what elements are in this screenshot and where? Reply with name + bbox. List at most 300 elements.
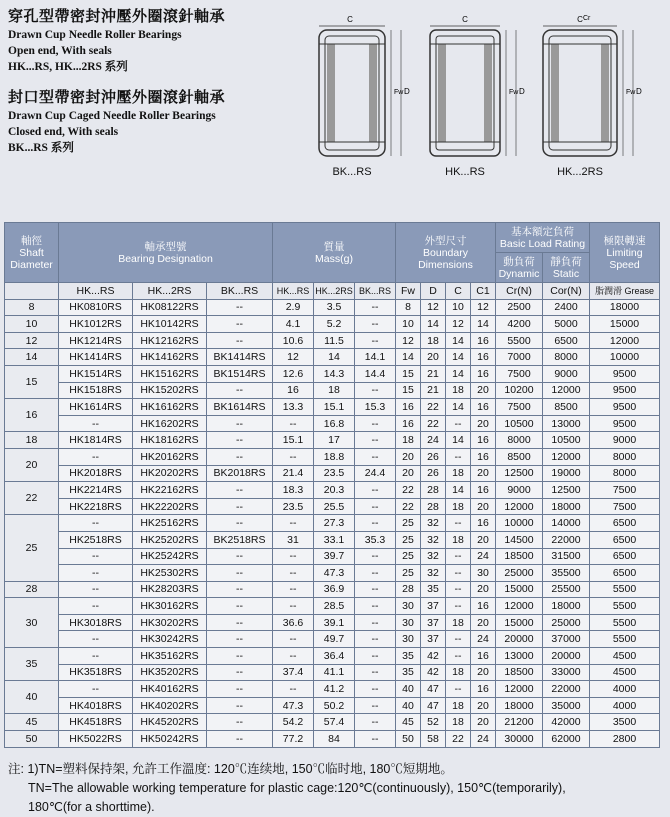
cell-m3: -- <box>355 565 396 582</box>
cell-m2: 36.9 <box>314 581 355 598</box>
cell-hk: HK2018RS <box>59 465 133 482</box>
cell-hk2: HK25242RS <box>133 548 207 565</box>
cell-m3: -- <box>355 498 396 515</box>
cell-m3: 24.4 <box>355 465 396 482</box>
open-type-title-en: Drawn Cup Needle Roller Bearings <box>8 29 182 41</box>
c-dim-label: C <box>347 15 353 24</box>
cell-m3: -- <box>355 648 396 665</box>
cell-cor: 22000 <box>543 531 590 548</box>
cell-cor: 12000 <box>543 382 590 399</box>
cell-cr: 30000 <box>496 731 543 748</box>
cell-d: 42 <box>421 664 446 681</box>
cell-speed: 5500 <box>590 581 660 598</box>
shaft-diameter-cell: 8 <box>5 299 59 316</box>
bearing-table <box>4 222 660 748</box>
cell-speed: 7500 <box>590 482 660 499</box>
cell-d: 58 <box>421 731 446 748</box>
cell-c: -- <box>446 415 471 432</box>
cell-m2: 39.1 <box>314 614 355 631</box>
cell-d: 32 <box>421 548 446 565</box>
cell-m1: -- <box>273 515 314 532</box>
shaft-diameter-cell: 22 <box>5 482 59 515</box>
cell-bk: -- <box>207 664 273 681</box>
cell-m3: 14.1 <box>355 349 396 366</box>
cell-bk: BK1614RS <box>207 399 273 416</box>
cell-fw: 18 <box>396 432 421 449</box>
cell-d: 37 <box>421 631 446 648</box>
cell-speed: 5500 <box>590 631 660 648</box>
cell-d: 37 <box>421 598 446 615</box>
cell-m1: 37.4 <box>273 664 314 681</box>
cell-hk: -- <box>59 631 133 648</box>
cell-c: -- <box>446 548 471 565</box>
hk-2rs-diagram <box>535 8 645 168</box>
cell-hk2: HK20202RS <box>133 465 207 482</box>
cell-c: -- <box>446 515 471 532</box>
note-line-cn: 注: 1)TN=塑料保持架, 允許工作溫度: 120℃连续地, 150℃临时地, 180℃短期地。 <box>8 762 453 776</box>
cell-hk2: HK35162RS <box>133 648 207 665</box>
cell-hk: HK4518RS <box>59 714 133 731</box>
cell-hk2: HK50242RS <box>133 731 207 748</box>
cell-bk: BK2518RS <box>207 531 273 548</box>
shaft-diameter-cell: 18 <box>5 432 59 449</box>
cell-fw: 16 <box>396 399 421 416</box>
cell-hk: -- <box>59 515 133 532</box>
col-d: D <box>421 283 446 300</box>
cell-hk2: HK16202RS <box>133 415 207 432</box>
cr-dim-label: Cr <box>583 15 591 22</box>
table-row <box>5 482 660 499</box>
table-row <box>5 631 660 648</box>
cell-cr: 21200 <box>496 714 543 731</box>
cell-speed: 8000 <box>590 465 660 482</box>
cell-hk2: HK15202RS <box>133 382 207 399</box>
note-line-en: TN=The allowable working temperature for plastic cage:120℃(continuously), 150℃(temporarily), <box>28 781 566 795</box>
closed-type-title-cn: 封口型帶密封沖壓外圈滾針軸承 <box>8 90 226 106</box>
col-c1: C1 <box>471 283 496 300</box>
cell-c: -- <box>446 565 471 582</box>
cell-c: 14 <box>446 349 471 366</box>
cell-speed: 12000 <box>590 332 660 349</box>
cell-fw: 50 <box>396 731 421 748</box>
cell-c: 18 <box>446 714 471 731</box>
cell-d: 21 <box>421 382 446 399</box>
cell-c: 14 <box>446 482 471 499</box>
cell-hk: HK1814RS <box>59 432 133 449</box>
cell-m2: 50.2 <box>314 697 355 714</box>
cell-hk2: HK40202RS <box>133 697 207 714</box>
fw-dim-label: Fw <box>394 89 404 96</box>
cell-cor: 25000 <box>543 614 590 631</box>
open-type-subtitle-en: Open end, With seals <box>8 45 112 57</box>
cell-cr: 25000 <box>496 565 543 582</box>
cell-c: -- <box>446 648 471 665</box>
shaft-diameter-cell: 14 <box>5 349 59 366</box>
cell-speed: 18000 <box>590 299 660 316</box>
cell-m2: 17 <box>314 432 355 449</box>
cell-m3: -- <box>355 299 396 316</box>
cell-cor: 14000 <box>543 515 590 532</box>
title-block <box>8 8 308 156</box>
col-cor: Cor(N) <box>543 283 590 300</box>
c-dim-label: C <box>577 15 583 24</box>
cell-hk: HK2518RS <box>59 531 133 548</box>
col-fw: Fw <box>396 283 421 300</box>
cell-m1: 36.6 <box>273 614 314 631</box>
static-header: 靜負荷 Static <box>543 253 590 283</box>
cell-bk: -- <box>207 565 273 582</box>
shaft-diameter-cell: 40 <box>5 681 59 714</box>
cell-fw: 25 <box>396 531 421 548</box>
cell-d: 47 <box>421 681 446 698</box>
cell-speed: 10000 <box>590 349 660 366</box>
cell-c1: 24 <box>471 731 496 748</box>
cell-d: 28 <box>421 482 446 499</box>
shaft-diameter-cell: 15 <box>5 365 59 398</box>
cell-m3: 35.3 <box>355 531 396 548</box>
cell-c1: 20 <box>471 581 496 598</box>
cell-m2: 41.2 <box>314 681 355 698</box>
cell-cr: 7500 <box>496 365 543 382</box>
table-row <box>5 498 660 515</box>
cell-m1: 18.3 <box>273 482 314 499</box>
cell-fw: 30 <box>396 598 421 615</box>
note-line-en-cont: 180℃(for a shorttime). <box>28 800 155 814</box>
cell-d: 21 <box>421 365 446 382</box>
cell-speed: 9500 <box>590 382 660 399</box>
cell-hk2: HK25162RS <box>133 515 207 532</box>
table-row <box>5 598 660 615</box>
cell-cr: 12000 <box>496 498 543 515</box>
cell-bk: -- <box>207 332 273 349</box>
col-hk-rs: HK...RS <box>59 283 133 300</box>
cell-bk: -- <box>207 482 273 499</box>
table-row <box>5 581 660 598</box>
cell-m1: -- <box>273 415 314 432</box>
cell-m1: 47.3 <box>273 697 314 714</box>
cell-m3: -- <box>355 614 396 631</box>
dynamic-header: 動負荷 Dynamic <box>496 253 543 283</box>
col-mass-hk-rs: HK...RS <box>273 283 314 300</box>
cell-fw: 14 <box>396 349 421 366</box>
cell-hk: -- <box>59 648 133 665</box>
cell-hk2: HK40162RS <box>133 681 207 698</box>
cell-m3: -- <box>355 631 396 648</box>
cell-c1: 16 <box>471 648 496 665</box>
cell-hk: HK4018RS <box>59 697 133 714</box>
cell-m2: 41.1 <box>314 664 355 681</box>
speed-header: 極限轉速 Limiting Speed <box>590 223 660 283</box>
cell-hk2: HK15162RS <box>133 365 207 382</box>
cell-c: 14 <box>446 399 471 416</box>
cell-speed: 2800 <box>590 731 660 748</box>
cell-fw: 35 <box>396 648 421 665</box>
bk-rs-diagram <box>305 8 415 168</box>
col-c: C <box>446 283 471 300</box>
cell-fw: 30 <box>396 614 421 631</box>
cell-m1: -- <box>273 565 314 582</box>
cell-m2: 84 <box>314 731 355 748</box>
table-row <box>5 415 660 432</box>
shaft-diameter-cell: 10 <box>5 316 59 333</box>
cell-m1: 2.9 <box>273 299 314 316</box>
shaft-diameter-cell: 30 <box>5 598 59 648</box>
table-row <box>5 382 660 399</box>
cell-cr: 8500 <box>496 448 543 465</box>
cell-cor: 13000 <box>543 415 590 432</box>
cell-hk2: HK18162RS <box>133 432 207 449</box>
cell-cor: 6500 <box>543 332 590 349</box>
cell-speed: 15000 <box>590 316 660 333</box>
cell-c1: 20 <box>471 614 496 631</box>
cell-bk: -- <box>207 581 273 598</box>
cell-speed: 6500 <box>590 515 660 532</box>
cell-c1: 20 <box>471 465 496 482</box>
cell-cor: 35500 <box>543 565 590 582</box>
col-hk-2rs: HK...2RS <box>133 283 207 300</box>
cell-hk: HK2218RS <box>59 498 133 515</box>
table-row <box>5 664 660 681</box>
cell-hk2: HK25302RS <box>133 565 207 582</box>
cell-cor: 62000 <box>543 731 590 748</box>
cell-m3: -- <box>355 598 396 615</box>
table-row <box>5 714 660 731</box>
cell-bk: -- <box>207 432 273 449</box>
cell-fw: 30 <box>396 631 421 648</box>
cell-hk: HK1518RS <box>59 382 133 399</box>
table-row <box>5 548 660 565</box>
cell-cor: 35000 <box>543 697 590 714</box>
cell-cr: 2500 <box>496 299 543 316</box>
cell-speed: 4500 <box>590 648 660 665</box>
cell-bk: -- <box>207 415 273 432</box>
cell-cr: 12000 <box>496 681 543 698</box>
cell-speed: 5500 <box>590 598 660 615</box>
cell-hk2: HK14162RS <box>133 349 207 366</box>
col-mass-hk-2rs: HK...2RS <box>314 283 355 300</box>
cell-c1: 16 <box>471 332 496 349</box>
cell-m1: -- <box>273 448 314 465</box>
cell-c: 18 <box>446 697 471 714</box>
cell-c: -- <box>446 448 471 465</box>
cell-fw: 10 <box>396 316 421 333</box>
shaft-diameter-cell: 12 <box>5 332 59 349</box>
cell-c1: 20 <box>471 714 496 731</box>
cell-c1: 16 <box>471 432 496 449</box>
cell-hk: -- <box>59 415 133 432</box>
cell-c1: 16 <box>471 349 496 366</box>
cell-hk2: HK08122RS <box>133 299 207 316</box>
cell-m1: 12 <box>273 349 314 366</box>
cell-m3: -- <box>355 332 396 349</box>
notes <box>8 760 668 817</box>
cell-c1: 20 <box>471 382 496 399</box>
cell-hk2: HK22202RS <box>133 498 207 515</box>
dimensions-header: 外型尺寸 Boundary Dimensions <box>396 223 496 283</box>
cell-m3: -- <box>355 548 396 565</box>
cell-c1: 20 <box>471 531 496 548</box>
cell-m1: 77.2 <box>273 731 314 748</box>
cell-bk: -- <box>207 515 273 532</box>
cell-cr: 10000 <box>496 515 543 532</box>
cell-cr: 12000 <box>496 598 543 615</box>
cell-bk: -- <box>207 299 273 316</box>
cell-speed: 7500 <box>590 498 660 515</box>
cell-cr: 18000 <box>496 697 543 714</box>
cell-c1: 20 <box>471 664 496 681</box>
cell-d: 22 <box>421 399 446 416</box>
cell-m1: -- <box>273 631 314 648</box>
cell-speed: 9500 <box>590 415 660 432</box>
cell-cr: 4200 <box>496 316 543 333</box>
cell-bk: BK2018RS <box>207 465 273 482</box>
cell-fw: 20 <box>396 465 421 482</box>
cell-fw: 22 <box>396 498 421 515</box>
hk-2rs-caption: HK...2RS <box>557 166 603 178</box>
cell-cr: 13000 <box>496 648 543 665</box>
cell-fw: 45 <box>396 714 421 731</box>
cell-d: 37 <box>421 614 446 631</box>
cell-bk: -- <box>207 681 273 698</box>
cell-cor: 5000 <box>543 316 590 333</box>
cell-bk: BK1514RS <box>207 365 273 382</box>
cell-m3: -- <box>355 316 396 333</box>
cell-m1: 15.1 <box>273 432 314 449</box>
cell-m3: -- <box>355 432 396 449</box>
cell-m1: 10.6 <box>273 332 314 349</box>
cell-c: 18 <box>446 531 471 548</box>
cell-cr: 5500 <box>496 332 543 349</box>
open-type-title-cn: 穿孔型帶密封沖壓外圈滾針軸承 <box>8 9 226 25</box>
cell-m1: 12.6 <box>273 365 314 382</box>
cell-m2: 20.3 <box>314 482 355 499</box>
cell-m1: -- <box>273 648 314 665</box>
cell-m2: 39.7 <box>314 548 355 565</box>
cell-d: 14 <box>421 316 446 333</box>
cell-cor: 9000 <box>543 365 590 382</box>
cell-hk: HK0810RS <box>59 299 133 316</box>
shaft-diameter-cell: 28 <box>5 581 59 598</box>
cell-m3: -- <box>355 731 396 748</box>
cell-m3: 15.3 <box>355 399 396 416</box>
cell-cr: 18500 <box>496 664 543 681</box>
cell-bk: -- <box>207 697 273 714</box>
shaft-diameter-cell: 50 <box>5 731 59 748</box>
cell-d: 22 <box>421 415 446 432</box>
cell-bk: -- <box>207 548 273 565</box>
cell-d: 35 <box>421 581 446 598</box>
cell-d: 32 <box>421 531 446 548</box>
cell-bk: -- <box>207 498 273 515</box>
open-type-series: HK...RS, HK...2RS 系列 <box>8 61 128 73</box>
cell-m2: 27.3 <box>314 515 355 532</box>
cell-hk2: HK22162RS <box>133 482 207 499</box>
cell-hk2: HK16162RS <box>133 399 207 416</box>
cell-hk2: HK25202RS <box>133 531 207 548</box>
cell-fw: 15 <box>396 365 421 382</box>
cell-hk: HK5022RS <box>59 731 133 748</box>
hk-rs-diagram <box>420 8 530 168</box>
cell-speed: 9000 <box>590 432 660 449</box>
cell-c1: 16 <box>471 681 496 698</box>
cell-m3: -- <box>355 482 396 499</box>
table-row <box>5 515 660 532</box>
col-cr: Cr(N) <box>496 283 543 300</box>
cell-d: 20 <box>421 349 446 366</box>
cell-c1: 14 <box>471 316 496 333</box>
cell-c: -- <box>446 581 471 598</box>
cell-m2: 11.5 <box>314 332 355 349</box>
cell-c1: 16 <box>471 482 496 499</box>
cell-cor: 31500 <box>543 548 590 565</box>
cell-m3: -- <box>355 581 396 598</box>
cell-bk: -- <box>207 316 273 333</box>
cell-hk: HK2214RS <box>59 482 133 499</box>
cell-m2: 33.1 <box>314 531 355 548</box>
cell-cor: 22000 <box>543 681 590 698</box>
cell-m1: -- <box>273 681 314 698</box>
cell-fw: 25 <box>396 548 421 565</box>
cell-cor: 18000 <box>543 598 590 615</box>
cell-cr: 10200 <box>496 382 543 399</box>
cell-m1: 13.3 <box>273 399 314 416</box>
cell-m2: 3.5 <box>314 299 355 316</box>
closed-type-series: BK...RS 系列 <box>8 142 74 154</box>
cell-cr: 12500 <box>496 465 543 482</box>
cell-c1: 16 <box>471 448 496 465</box>
cell-fw: 25 <box>396 565 421 582</box>
d-dim-label: D <box>519 87 525 96</box>
cell-c1: 12 <box>471 299 496 316</box>
cell-cr: 7500 <box>496 399 543 416</box>
cell-hk: HK1414RS <box>59 349 133 366</box>
cell-bk: -- <box>207 631 273 648</box>
cell-bk: -- <box>207 448 273 465</box>
designation-header: 軸承型號 Bearing Designation <box>59 223 273 283</box>
table-row <box>5 299 660 316</box>
cell-fw: 15 <box>396 382 421 399</box>
cell-c1: 20 <box>471 697 496 714</box>
bk-rs-caption: BK...RS <box>332 166 372 178</box>
cell-m3: -- <box>355 697 396 714</box>
cell-fw: 35 <box>396 664 421 681</box>
cell-m2: 23.5 <box>314 465 355 482</box>
cell-fw: 22 <box>396 482 421 499</box>
d-dim-label: D <box>636 87 642 96</box>
cell-speed: 4000 <box>590 697 660 714</box>
cell-c1: 16 <box>471 598 496 615</box>
cell-fw: 25 <box>396 515 421 532</box>
cell-hk: HK3018RS <box>59 614 133 631</box>
cell-cor: 12500 <box>543 482 590 499</box>
shaft-diameter-cell: 25 <box>5 515 59 581</box>
cell-hk: -- <box>59 581 133 598</box>
col-mass-bk-rs: BK...RS <box>355 283 396 300</box>
col-grease: 脂潤滑 Grease <box>590 283 660 300</box>
cell-m2: 14 <box>314 349 355 366</box>
cell-speed: 4000 <box>590 681 660 698</box>
cell-d: 12 <box>421 299 446 316</box>
cell-m3: -- <box>355 664 396 681</box>
fw-dim-label: Fw <box>626 89 636 96</box>
cell-c1: 24 <box>471 631 496 648</box>
cell-hk: -- <box>59 598 133 615</box>
cell-cor: 10500 <box>543 432 590 449</box>
cell-c: 22 <box>446 731 471 748</box>
cell-m3: 14.4 <box>355 365 396 382</box>
cell-cr: 14500 <box>496 531 543 548</box>
cell-m1: -- <box>273 581 314 598</box>
